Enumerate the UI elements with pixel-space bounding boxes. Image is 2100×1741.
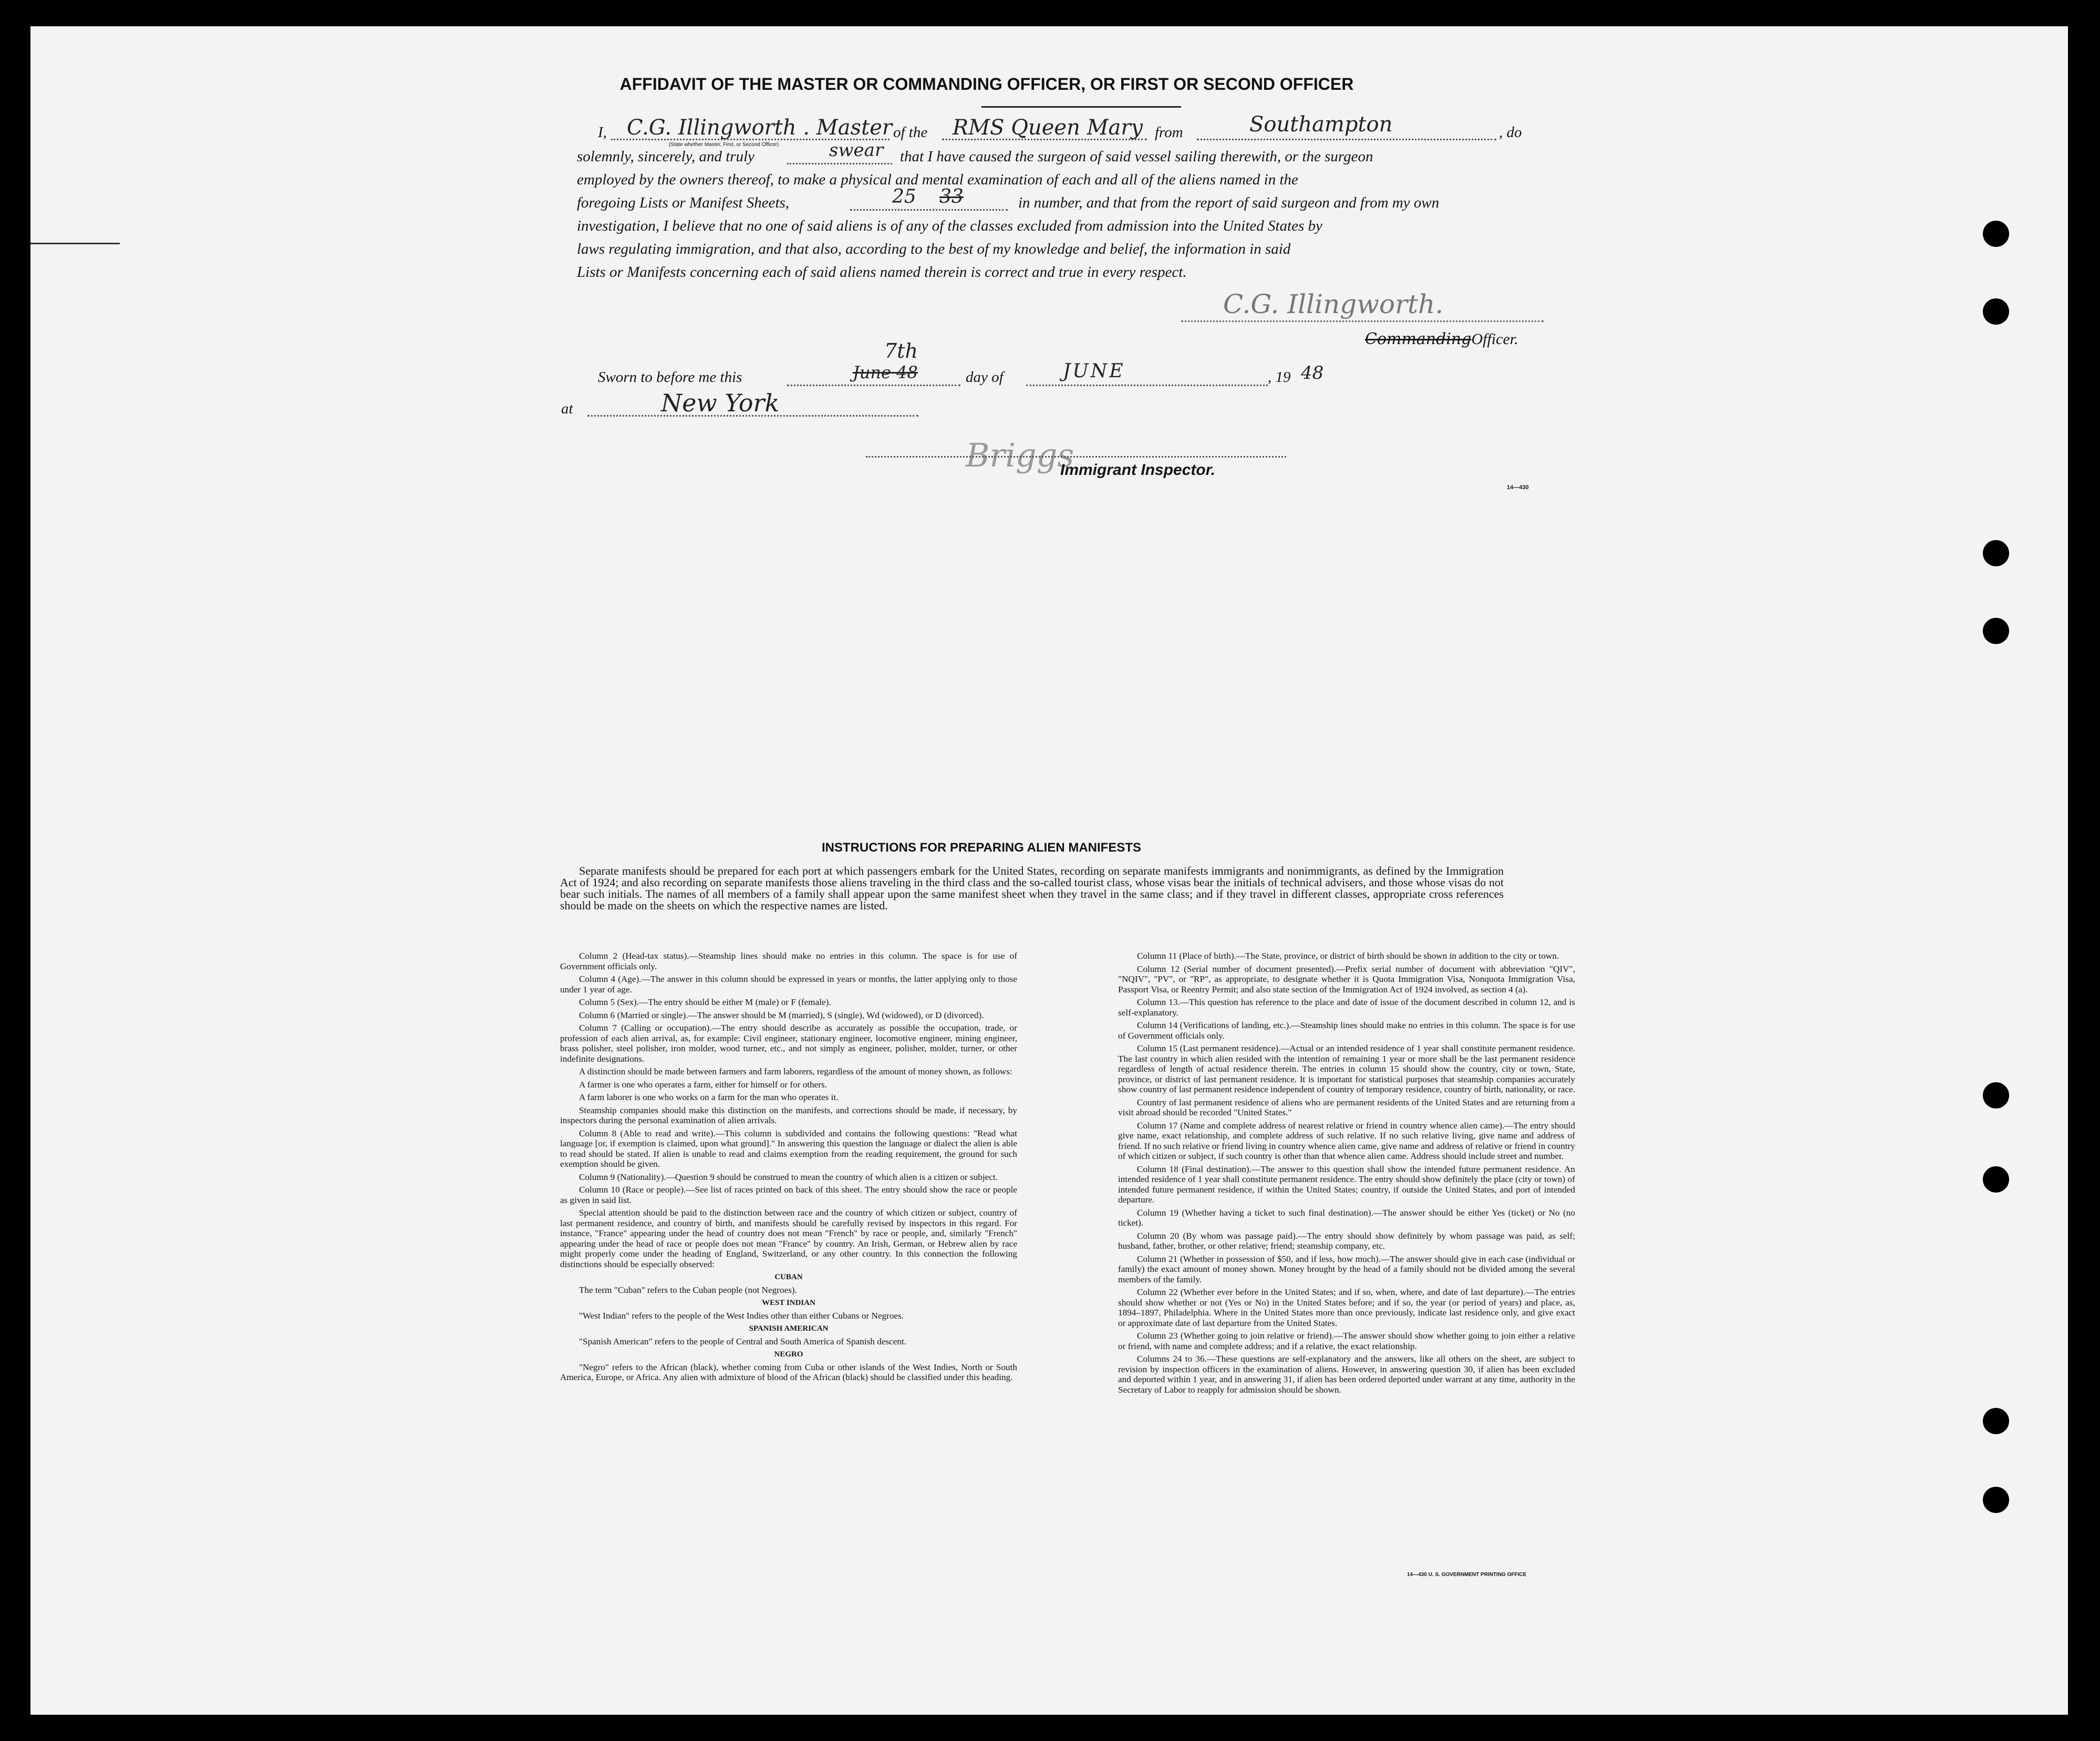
punch-hole <box>1983 540 2009 566</box>
instruction-paragraph: A farmer is one who operates a farm, either for himself or for others. <box>579 1079 827 1090</box>
edge-mark <box>30 243 120 244</box>
officer-title: CommandingOfficer. <box>1365 330 1518 348</box>
instruction-paragraph: Column 23 (Whether going to join relative or friend).—The answer should show whether going to join either a relative or friend, with name and complete address; and if a relative, the exact relationship. <box>1118 1331 1575 1351</box>
instruction-paragraph: Column 22 (Whether ever before in the United States; and if so, when, where, and date of last departure).—The entries should show whether or not (Yes or No) in the United States before; and if so, the year (or period of years) and place, as, 1894–1897, Philadelphia. Where in the United States more than once previously, indicate last residence only, and give exact or approximate date of last departure from the United States. <box>1118 1287 1575 1328</box>
sworn-place-handwritten: New York <box>661 389 780 417</box>
vessel-name-handwritten: RMS Queen Mary <box>953 116 1143 140</box>
instruction-paragraph: Column 8 (Able to read and write).—This column is subdivided and contains the following questions: "Read what language [or, if exemption is claimed, upon what ground]." In answering this question the language or dialect the alien is able to read should be stated. If alien is unable to read and claims exemption from the reading requirement, the ground for such exemption should be given. <box>560 1128 1017 1169</box>
sworn-day-handwritten: 7th <box>884 339 918 362</box>
instruction-paragraph: Column 14 (Verifications of landing, etc.).—Steamship lines should make no entries in this column. The space is for use of Government officials only. <box>1118 1020 1575 1041</box>
sheet-count-struck: 33 <box>939 186 964 208</box>
name-instruction-note: (State whether Master, First, or Second Officer) <box>669 142 779 148</box>
punch-hole <box>1983 1082 2009 1108</box>
instruction-paragraph: Column 9 (Nationality).—Question 9 should be construed to mean the country of which alien is a citizen or subject. <box>579 1172 998 1182</box>
instruction-paragraph: Column 6 (Married or single).—The answer should be M (married), S (single), Wd (widowed), or D (divorced). <box>579 1010 984 1020</box>
form-number: 14—430 <box>1507 484 1529 491</box>
printing-office-footer: 14—430 U. S. GOVERNMENT PRINTING OFFICE <box>1407 1572 1527 1578</box>
instructions-intro: Separate manifests should be prepared for each port at which passengers embark for the United States, recording on separate manifests immigrants and nonimmigrants, as defined by the Immigration Act of 1924; and also recording on separate manifests those aliens traveling in the third class and the so-called tourist class, whose visas bear the initials of technical advisers, and those whose visas do not bear such initials. The names of all members of a family shall appear upon the same manifest sheet when they travel in the same class; and if they travel in different classes, appropriate cross references should be made on the sheets on which the respective names are listed. <box>560 864 1504 912</box>
officer-rank-struck: Commanding <box>1365 330 1472 348</box>
sheet-count-handwritten: 25 <box>892 186 916 208</box>
instructions-left-column <box>560 951 1017 1385</box>
affidavit-line-3: employed by the owners thereof, to make a physical and mental examination of each and all of the aliens named in the <box>577 171 1298 188</box>
instruction-paragraph: Column 11 (Place of birth).—The State, province, or district of birth should be shown in addition to the city or town. <box>1137 951 1559 961</box>
title-rule <box>981 106 1181 108</box>
signature-line <box>1181 320 1544 322</box>
punch-hole <box>1983 221 2009 247</box>
instruction-paragraph: Column 7 (Calling or occupation).—The entry should describe as accurately as possible the occupation, trade, or profession of each alien arrival, as, for example: Civil engineer, stationary engineer, locomotive engineer, mining engineer, brass polisher, steel polisher, iron molder, wood turner, etc., and not simply as engineer, polisher, molder, turner, or other indefinite designations. <box>560 1023 1017 1064</box>
instruction-paragraph: Column 17 (Name and complete address of nearest relative or friend in country whence alien came).—The entry should give name, exact relationship, and complete address of such relative. If no such relative living, give name and address of friend. If no such relative or friend living in country whence alien came, give name and address of relative or friend in country of which citizen or subject, if such country is other than that whence alien came. Address should include street and number. <box>1118 1120 1575 1161</box>
race-heading: CUBAN <box>774 1273 803 1281</box>
instruction-paragraph: Column 20 (By whom was passage paid).—The entry should show definitely by whom passage was paid, as self; husband, father, brother, or other relative; friend; steamship company, etc. <box>1118 1230 1575 1251</box>
master-name-handwritten: C.G. Illingworth . Master <box>627 116 893 140</box>
inspector-signature: Briggs <box>966 436 1074 474</box>
race-definition: The term "Cuban" refers to the Cuban people (not Negroes). <box>579 1284 797 1295</box>
instructions-right-column <box>1118 951 1575 1397</box>
instruction-paragraph: Columns 24 to 36.—These questions are self-explanatory and the answers, like all others on the sheet, are subject to revision by inspection officers in the examination of aliens. However, in answering question 30, if alien has been excluded and deported within 1 year, and in answering 31, if alien has been ordered deported under warrant at any time, authority in the Secretary of Labor to reapply for admission should be shown. <box>1118 1354 1575 1395</box>
instruction-paragraph: Column 18 (Final destination).—The answer to this question shall show the intended future permanent residence. An intended residence of 1 year shall constitute permanent residence. The entry should show definitely the place (city or town) of intended future permanent residence, if within the United States; country, if outside the United States, and port of intended departure. <box>1118 1164 1575 1205</box>
race-heading: WEST INDIAN <box>762 1299 815 1307</box>
sworn-month-handwritten: JUNE <box>1063 360 1125 382</box>
affidavit-line-7: Lists or Manifests concerning each of said aliens named therein is correct and true in every respect. <box>577 264 1187 281</box>
oath-word-handwritten: swear <box>829 140 884 161</box>
inspector-label: Immigrant Inspector. <box>1060 461 1216 479</box>
instruction-paragraph: Column 15 (Last permanent residence).—Actual or an intended residence of 1 year shall constitute permanent residence. The last country in which alien resided with the intention of remaining 1 year or more shall be the last permanent residence regardless of length of actual residence therein. The entries in column 15 should show the country, city or town, State, province, or district of last permanent residence. It is important for statistical purposes that steamship companies accurately show country of last permanent residence independent of country of temporary residence, country of birth, nationality, or race. <box>1118 1043 1575 1094</box>
race-definition: "West Indian" refers to the people of the West Indies other than either Cubans or Negroes. <box>579 1310 904 1321</box>
sworn-year-handwritten: 48 <box>1301 362 1324 384</box>
punch-hole <box>1983 618 2009 644</box>
instruction-paragraph: Column 4 (Age).—The answer in this column should be expressed in years or months, the latter applying only to those under 1 year of age. <box>560 974 1017 994</box>
departure-port-handwritten: Southampton <box>1249 112 1393 137</box>
place-label: at <box>561 400 573 417</box>
affidavit-title: AFFIDAVIT OF THE MASTER OR COMMANDING OFFICER, OR FIRST OR SECOND OFFICER <box>619 75 1354 94</box>
sworn-day-struck: June 48 <box>853 362 918 382</box>
instruction-paragraph: Column 13.—This question has reference to the place and date of issue of the document described in column 12, and is self-explanatory. <box>1118 997 1575 1018</box>
punch-hole <box>1983 1408 2009 1434</box>
race-heading: SPANISH AMERICAN <box>749 1324 829 1333</box>
instruction-paragraph: Column 10 (Race or people).—See list of races printed on back of this sheet. The entry should show the race or people as given in said list. <box>560 1185 1017 1205</box>
affidavit-line-1: I, <box>598 124 607 141</box>
punch-hole <box>1983 298 2009 325</box>
instruction-paragraph: Column 12 (Serial number of document presented).—Prefix serial number of document with abbreviation "QIV", "NQIV", "PV", or "RP", as appropriate, to designate whether it is Quota Immigration Visa, Nonquota Immigration Visa, Passport Visa, or Reentry Permit; and also state section of the Immigration Act of 1924 involved, as section 4 (a). <box>1118 963 1575 994</box>
race-definition: "Negro" refers to the African (black), whether coming from Cuba or other islands of the West Indies, North or South America, Europe, or Africa. Any alien with admixture of blood of the African (black) should be classified under this heading. <box>560 1362 1017 1382</box>
instruction-paragraph: Country of last permanent residence of aliens who are permanent residents of the United States and are returning from a visit abroad should be recorded "United States." <box>1118 1097 1575 1117</box>
sworn-label: Sworn to before me this <box>598 369 742 386</box>
instruction-paragraph: A farm laborer is one who works on a farm for the man who operates it. <box>579 1092 839 1102</box>
race-definition: "Spanish American" refers to the people of Central and South America of Spanish descent. <box>579 1336 907 1346</box>
affidavit-line-5: investigation, I believe that no one of said aliens is of any of the classes excluded from admission into the United States by <box>577 217 1322 234</box>
instruction-paragraph: Column 2 (Head-tax status).—Steamship lines should make no entries in this column. The space is for use of Government officials only. <box>560 951 1017 971</box>
instruction-paragraph: Column 5 (Sex).—The entry should be either M (male) or F (female). <box>579 997 831 1007</box>
punch-hole <box>1983 1487 2009 1513</box>
instruction-paragraph: Steamship companies should make this distinction on the manifests, and corrections should be made, if necessary, by inspectors during the personal examination of alien arrivals. <box>560 1105 1017 1125</box>
punch-hole <box>1983 1166 2009 1193</box>
instruction-paragraph: A distinction should be made between farmers and farm laborers, regardless of the amount of money shown, as follows: <box>579 1066 1012 1076</box>
instruction-paragraph: Column 19 (Whether having a ticket to such final destination).—The answer should be either Yes (ticket) or No (no ticket). <box>1118 1207 1575 1228</box>
inspector-signature-line <box>866 456 1286 458</box>
master-signature: C.G. Illingworth. <box>1223 289 1444 319</box>
affidavit-line-6: laws regulating immigration, and that also, according to the best of my knowledge and belief, the information in said <box>577 241 1291 257</box>
instructions-title: INSTRUCTIONS FOR PREPARING ALIEN MANIFESTS <box>821 841 1141 855</box>
instruction-paragraph: Special attention should be paid to the distinction between race and the country of which citizen or subject, country of last permanent residence, and country of birth, and manifests should be carefully revised by inspectors in this regard. For instance, "France" appearing under the head of country does not mean "French" by race or people, and, similarly "French" appearing under the head of race or people does not mean "France" by country. An Irish, German, or Hebrew alien by race might properly come under the heading of England, Switzerland, or any other country. In this connection the following distinctions should be especially observed: <box>560 1208 1017 1269</box>
race-heading: NEGRO <box>774 1350 803 1359</box>
instruction-paragraph: Column 21 (Whether in possession of $50, and if less, how much).—The answer should give in each case (individual or family) the exact amount of money shown. Money brought by the head of a family should not be divided among the several members of the family. <box>1118 1253 1575 1284</box>
manifest-sheet: AFFIDAVIT OF THE MASTER OR COMMANDING OFFICER, OR FIRST OR SECOND OFFICER I, C.G. Illingworth . Master of the RMS Queen Mary from Southampton , do (State whether Master, First, or Second Officer) solemnly, sincerely, and truly swear that I have caused the surgeon of said vessel sailing therewith, or the surgeon employed by the owners thereof, to make a physical and mental examination of each and all of the aliens named in the foregoing Lists or Manifest Sheets, 25 33 in number, and that from the report of said surgeon and from my own investigation, I believe that no one of said aliens is of any of the classes excluded from admission into the United States by laws regulating immigration, and that also, according to the best of my knowledge and belief, the information in said Lists or Manifests concerning each of said aliens named therein is correct and true in every respect. C.G. Illingworth. CommandingOfficer. Sworn to before me this June 48 7th day of JUNE , 19 48 at New York Briggs Immigrant Inspector. 14—430 INSTRUCTIONS FOR PREPARING ALIEN MANIFESTS Separate manifests should be prepared for each port at which passengers embark for the United States, recording on separate manifests immigrants and nonimmigrants, as defined by the Immigration Act of 1924; and also recording on separate manifests those aliens traveling in the third class and the so-called tourist class, whose visas bear the initials of technical advisers, and those whose visas do not bear such initials. The names of all members of a family shall appear upon the same manifest sheet when they travel in the same class; and if they travel in different classes, appropriate cross references should be made on the sheets on which the respective names are listed. Column 2 (Head-tax status).—Steamship lines should make no entries in this column. The space is for use of Government officials only. Column 4 (Age).—The answer in this column should be expressed in years or months, the latter applying only to those under 1 year of age. Column 5 (Sex).—The entry should be either M (male) or F (female). Column 6 (Married or single).—The answer should be M (married), S (single), Wd (widowed), or D (divorced). Column 7 (Calling or occupation).—The entry should describe as accurately as possible the occupation, trade, or profession of each alien arrival, as, for example: Civil engineer, stationary engineer, locomotive engineer, mining engineer, brass polisher, steel polisher, iron molder, wood turner, etc., and not simply as engineer, polisher, molder, turner, or other indefinite designations. A distinction should be made between farmers and farm laborers, regardless of the amount of money shown, as follows: A farmer is one who operates a farm, either for himself or for others. A farm laborer is one who works on a farm for the man who operates it. Steamship companies should make this distinction on the manifests, and corrections should be made, if necessary, by inspectors during the personal examination of alien arrivals. Column 8 (Able to read and write).—This column is subdivided and contains the following questions: "Read what language [or, if exemption is claimed, upon what ground]." In answering this question the language or dialect the alien is able to read should be stated. If alien is unable to read and claims exemption from the reading requirement, the ground for such exemption should be given. Column 9 (Nationality).—Question 9 should be construed to mean the country of which alien is a citizen or subject. Column 10 (Race or people).—See list of races printed on back of this sheet. The entry should show the race or people as given in said list. Special attention should be paid to the distinction between race and the country of which citizen or subject, country of last permanent residence, and country of birth, and manifests should be carefully revised by inspectors in this regard. For instance, "France" appearing under the head of country does not mean "French" by race or people, and, similarly "French" appearing under the head of race or people does not mean "France" by country. An Irish, German, or Hebrew alien by race might properly come under the heading of England, Switzerland, or any other country. In this connection the following distinctions should be especially observed: CUBAN The term "Cuban" refers to the Cuban people (not Negroes). WEST INDIAN "West Indian" refers to the people of the West Indies other than either Cubans or Negroes. SPANISH AMERICAN "Spanish American" refers to the people of Central and South America of Spanish descent. NEGRO "Negro" refers to the African (black), whether coming from Cuba or other islands of the West Indies, North or South America, Europe, or Africa. Any alien with admixture of blood of the African (black) should be classified under this heading. Column 11 (Place of birth).—The State, province, or district of birth should be shown in addition to the city or town. Column 12 (Serial number of document presented).—Prefix serial number of document with abbreviation "QIV", "NQIV", "PV", or "RP", as appropriate, to designate whether it is Quota Immigration Visa, Nonquota Immigration Visa, Passport Visa, or Reentry Permit; and also state section of the Immigration Act of 1924 involved, as section 4 (a). Column 13.—This question has reference to the place and date of issue of the document described in column 12, and is self-explanatory. Column 14 (Verifications of landing, etc.).—Steamship lines should make no entries in this column. The space is for use of Government officials only. Column 15 (Last permanent residence).—Actual or an intended residence of 1 year shall constitute permanent residence. The last country in which alien resided with the intention of remaining 1 year or more shall be the last permanent residence regardless of length of actual residence therein. The entries in column 15 should show the country, city or town, State, province, or district of last permanent residence. It is important for statistical purposes that steamship companies accurately show country of last permanent residence independent of country of temporary residence, country of birth, nationality, or race. Country of last permanent residence of aliens who are permanent residents of the United States and are returning from a visit abroad should be recorded "United States." Column 17 (Name and complete address of nearest relative or friend in country whence alien came).—The entry should give name, exact relationship, and complete address of such relative. If no such relative living, give name and address of friend. If no such relative or friend living in country whence alien came, give name and address of relative or friend in country of which citizen or subject, if such country is other than that whence alien came. Address should include street and number. Column 18 (Final destination).—The answer to this question shall show the intended future permanent residence. An intended residence of 1 year shall constitute permanent residence. The entry should show definitely the place (city or town) of intended future permanent residence, if within the United States; country, if outside the United States, and port of intended departure. Column 19 (Whether having a ticket to such final destination).—The answer should be either Yes (ticket) or No (no ticket). Column 20 (By whom was passage paid).—The entry should show definitely by whom passage was paid, as self; husband, father, brother, or other relative; friend; steamship company, etc. Column 21 (Whether in possession of $50, and if less, how much).—The answer should give in each case (individual or family) the exact amount of money shown. Money brought by the head of a family should not be divided among the several members of the family. Column 22 (Whether ever before in the United States; and if so, when, where, and date of last departure).—The entries should show whether or not (Yes or No) in the United States before; and if so, the year (or period of years) and place, as, 1894–1897, Philadelphia. Where in the United States more than once previously, indicate last residence only, and give exact or approximate date of last departure from the United States. Column 23 (Whether going to join relative or friend).—The answer should show whether going to join either a relative or friend, with name and complete address; and if a relative, the exact relationship. Columns 24 to 36.—These questions are self-explanatory and the answers, like all others on the sheet, are subject to revision by inspection officers in the examination of aliens. However, in answering question 30, if alien has been excluded and deported within 1 year, and in answering 31, if alien has been ordered deported under warrant at any time, authority in the Secretary of Labor to reapply for admission should be shown. 14—430 U. S. GOVERNMENT PRINTING OFFICE <box>30 26 2068 1715</box>
